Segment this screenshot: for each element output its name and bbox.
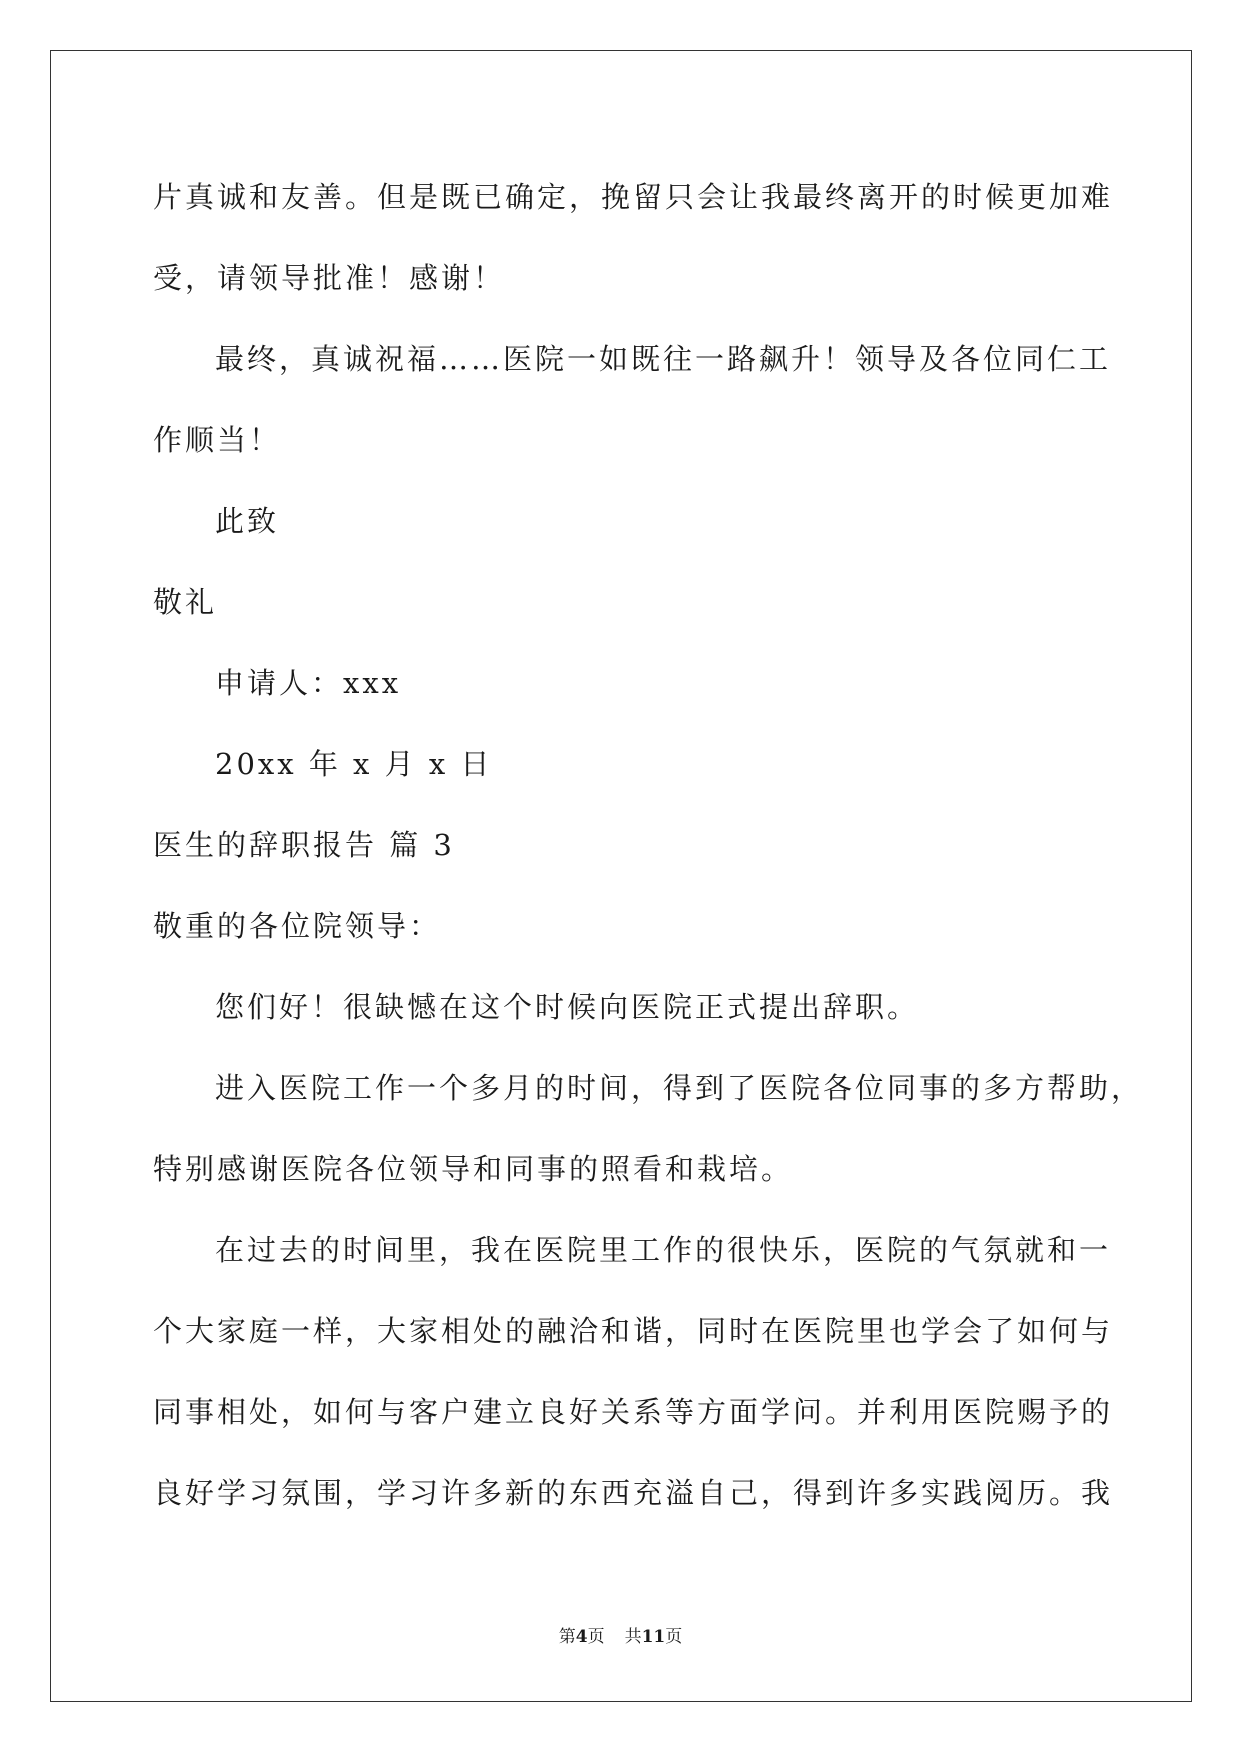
text-line: 受，请领导批准！感谢！ [153,261,506,295]
text-line: 片真诚和友善。但是既已确定，挽留只会让我最终离开的时候更加难 [153,180,1114,214]
document-body [153,157,1144,1534]
greeting-line: 敬重的各位院领导： [153,909,442,943]
text-line: 作顺当！ [153,423,282,457]
text-line: 个大家庭一样，大家相处的融洽和谐，同时在医院里也学会了如何与 [153,1314,1114,1348]
total-suffix: 页 [665,1627,683,1647]
total-prefix: 共 [624,1627,642,1647]
applicant-line: 申请人：xxx [215,666,402,700]
text-line: 最终，真诚祝福……医院一如既往一路飙升！领导及各位同仁工 [215,342,1112,376]
date-line: 20xx 年 x 月 x 日 [215,747,493,781]
text-line: 进入医院工作一个多月的时间，得到了医院各位同事的多方帮助， [215,1071,1144,1105]
text-line: 特别感谢医院各位领导和同事的照看和栽培。 [153,1152,794,1186]
text-line: 同事相处，如何与客户建立良好关系等方面学问。并利用医院赐予的 [153,1395,1114,1429]
page-footer [0,1626,1241,1648]
page-number: 4 [575,1627,588,1647]
text-line: 您们好！很缺憾在这个时候向医院正式提出辞职。 [215,990,920,1024]
text-line: 良好学习氛围，学习许多新的东西充溢自己，得到许多实践阅历。我 [153,1476,1114,1510]
text-line: 在过去的时间里，我在医院里工作的很快乐，医院的气氛就和一 [215,1233,1112,1267]
closing-salutation: 此致 [215,504,280,538]
page-prefix: 第 [558,1627,576,1647]
total-pages: 11 [641,1627,666,1647]
closing-respect: 敬礼 [153,585,218,619]
page-suffix: 页 [587,1627,605,1647]
section-heading: 医生的辞职报告 篇 3 [153,828,455,862]
